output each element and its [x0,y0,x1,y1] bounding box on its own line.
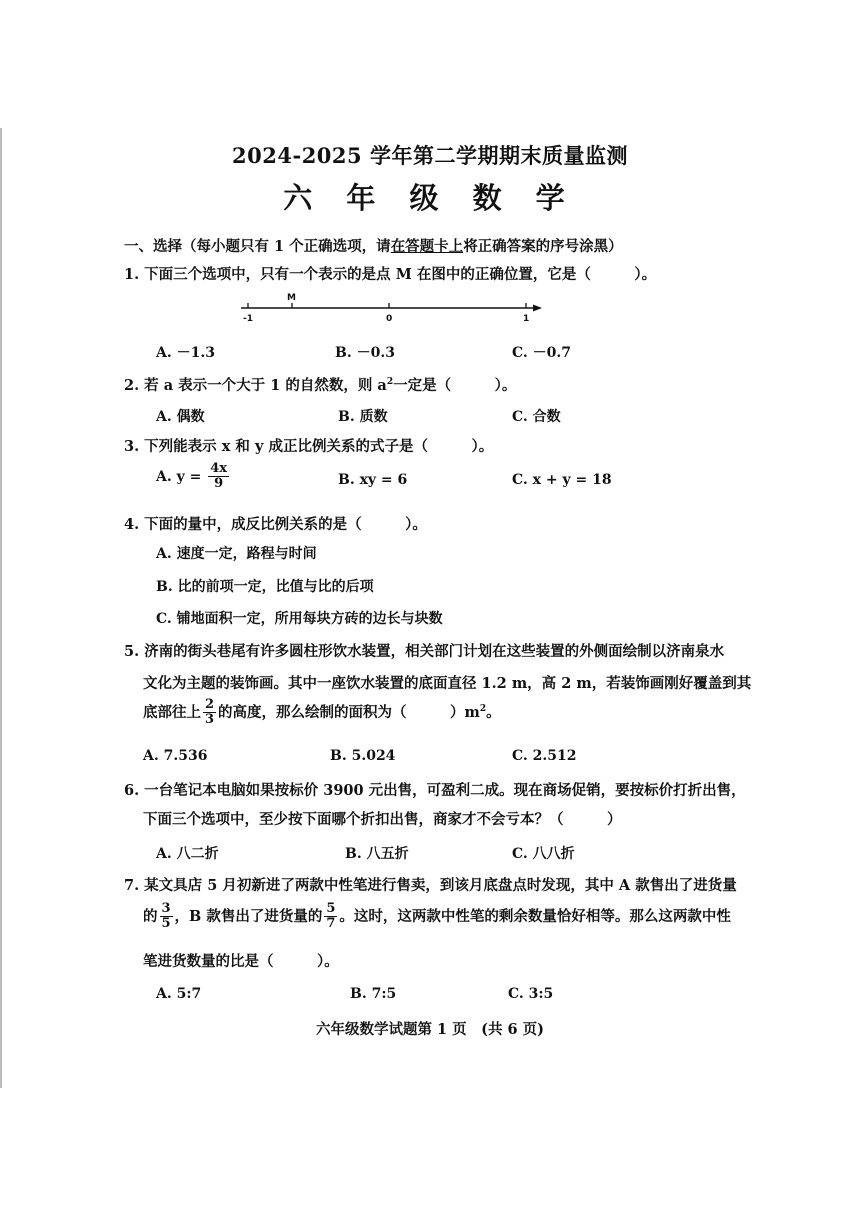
q7-option-a[interactable]: A. 5:7 [156,986,202,1002]
q5-fraction [203,698,216,728]
q7-fraction-1 [160,902,173,932]
q1-option-a[interactable]: A. －1.3 [156,345,215,361]
question-3: 3. 下列能表示 x 和 y 成正比例关系的式子是（ ）。 [124,438,494,455]
q1-option-c[interactable]: C. －0.7 [512,345,572,361]
q7-fraction-2-denominator: 7 [326,916,336,932]
q2-superscript: 2 [386,377,394,388]
question-6-line-1: 6. 一台笔记本电脑如果按标价 3900 元出售，可盈利二成。现在商场促销，要按标价打折出售， [124,782,746,799]
q4-option-b[interactable]: B. 比的前项一定，比值与比的后项 [156,579,374,595]
q2-text-a: 2. 若 a 表示一个大于 1 的自然数，则 a [124,377,387,394]
q3-option-a-prefix: A. y = [156,468,202,485]
q2-text-b: 一定是（ ）。 [393,377,517,394]
q7-fraction-2-numerator: 5 [326,901,336,916]
q2-option-c[interactable]: C. 合数 [512,409,561,425]
question-6-line-2: 下面三个选项中，至少按下面哪个折扣出售，商家才不会亏本？（ ） [143,811,622,828]
q4-option-a[interactable]: A. 速度一定，路程与时间 [156,546,317,562]
q5-line3-b: 的高度，那么绘制的面积为（ ）m [218,703,480,721]
q7-option-b[interactable]: B. 7:5 [350,986,397,1002]
q7-line2-a: 的 [143,907,158,925]
question-7-line-1: 7. 某文具店 5 月初新进了两款中性笔进行售卖，到该月底盘点时发现，其中 A 款售出了进货量 [124,877,737,894]
q3-option-c[interactable]: C. x + y = 18 [512,472,612,488]
q7-line2-c: 。这时，这两款中性笔的剩余数量恰好相等。那么这两款中性 [339,907,731,925]
q1-option-b[interactable]: B. －0.3 [335,345,395,361]
question-2 [124,374,516,395]
q6-option-b[interactable]: B. 八五折 [345,846,409,862]
q3-fraction-numerator: 4x [210,461,228,476]
q2-option-b[interactable]: B. 质数 [338,409,388,425]
tick-label-neg1: -1 [243,314,253,324]
question-5-line-3 [143,698,501,728]
q7-fraction-1-numerator: 3 [161,901,171,916]
q3-option-b[interactable]: B. xy = 6 [338,472,408,488]
question-1: 1. 下面三个选项中，只有一个表示的是点 M 在图中的正确位置，它是（ ）。 [124,266,657,283]
q3-fraction-denominator: 9 [214,476,224,492]
q6-option-c[interactable]: C. 八八折 [512,846,575,862]
q7-fraction-1-denominator: 5 [161,916,171,932]
number-line-arrow [533,305,542,312]
q7-fraction-2 [324,902,337,932]
q3-option-a[interactable] [156,462,231,492]
q3-fraction [208,462,229,492]
q4-option-c[interactable]: C. 铺地面积一定，所用每块方砖的边长与块数 [156,611,443,627]
q5-line3-a: 底部往上 [143,703,201,721]
question-5-line-1: 5. 济南的街头巷尾有许多圆柱形饮水装置，相关部门计划在这些装置的外侧面绘制以济南泉水 [124,643,725,660]
q2-option-a[interactable]: A. 偶数 [156,409,205,425]
question-7-line-3: 笔进货数量的比是（ ）。 [143,953,339,970]
number-line [236,290,546,326]
section-heading-prefix: 一、选择（每小题只有 1 个正确选项，请 [124,238,391,255]
q5-option-c[interactable]: C. 2.512 [512,748,577,764]
q5-fraction-numerator: 2 [205,697,215,712]
section-heading [124,235,623,256]
q5-superscript: 2 [479,703,487,714]
q6-option-a[interactable]: A. 八二折 [156,846,219,862]
section-heading-suffix: 将正确答案的序号涂黑） [463,238,623,255]
q5-option-a[interactable]: A. 7.536 [143,748,208,764]
section-heading-underlined: 在答题卡上 [390,238,464,255]
question-7-line-2 [143,902,731,932]
q7-option-c[interactable]: C. 3:5 [508,986,554,1002]
question-5-line-2: 文化为主题的装饰画。其中一座饮水装置的底面直径 1.2 m，高 2 m，若装饰画刚好覆盖到其 [143,675,752,692]
exam-subtitle: 六 年 级 数 学 [283,181,577,215]
q7-line2-b: ，B 款售出了进货量的 [174,907,323,925]
page-edge [0,128,2,1088]
page-footer: 六年级数学试题第 1 页 (共 6 页) [315,1021,545,1038]
tick-label-zero: 0 [386,314,393,324]
q5-line3-c: 。 [486,703,501,721]
q5-option-b[interactable]: B. 5.024 [330,748,396,764]
point-m-label: M [287,293,296,303]
question-4: 4. 下面的量中，成反比例关系的是（ ）。 [124,516,427,533]
exam-title: 2024-2025 学年第二学期期末质量监测 [232,143,628,168]
tick-label-one: 1 [523,314,530,324]
q5-fraction-denominator: 3 [205,712,215,728]
